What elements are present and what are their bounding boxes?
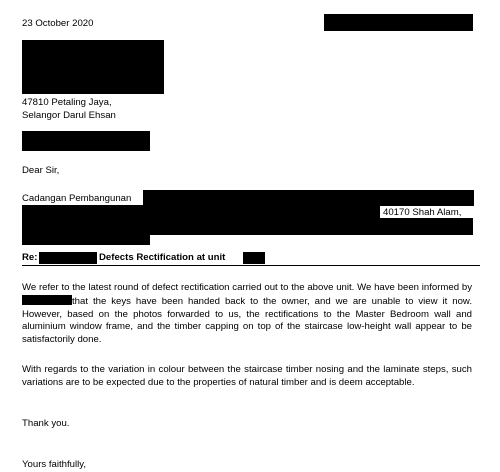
address-line: 47810 Petaling Jaya, (22, 97, 112, 108)
redaction-block (39, 252, 97, 264)
letter-date: 23 October 2020 (22, 18, 94, 29)
redaction-block (243, 252, 265, 264)
closing-thanks: Thank you. (22, 418, 70, 429)
redaction-block (22, 131, 150, 151)
redaction-block (22, 295, 72, 305)
project-name: Cadangan Pembangunan (22, 193, 132, 204)
closing-signoff: Yours faithfully, (22, 459, 86, 470)
redaction-block (22, 218, 473, 235)
body-paragraph: With regards to the variation in colour between the staircase timber nosing and the laminate steps, such variations are to be expected due to the properties of natural timber and is deem acceptable. (22, 364, 472, 388)
address-line: Selangor Darul Ehsan (22, 110, 116, 121)
subject-title: Defects Rectification at unit (99, 252, 226, 263)
paragraph-text: We refer to the latest round of defect rectification carried out to the above unit. We have been informed by (22, 282, 472, 293)
redaction-block (324, 14, 473, 31)
redaction-block (22, 40, 164, 94)
subject-line (22, 252, 480, 266)
paragraph-text: that the keys have been handed back to the owner, and we are unable to view it now. However, based on the photos forwarded to us, the rectifications to the Master Bedroom wall and aluminium window frame, and the timber capping on top of the staircase low-height wall appear to be satisfactorily done. (22, 295, 472, 346)
body-paragraph (22, 282, 472, 347)
salutation: Dear Sir, (22, 165, 60, 176)
redaction-block (22, 234, 150, 245)
project-city: 40170 Shah Alam, (383, 207, 462, 218)
redaction-block (143, 190, 474, 206)
subject-prefix: Re: (22, 252, 38, 263)
redaction-block (22, 205, 380, 219)
